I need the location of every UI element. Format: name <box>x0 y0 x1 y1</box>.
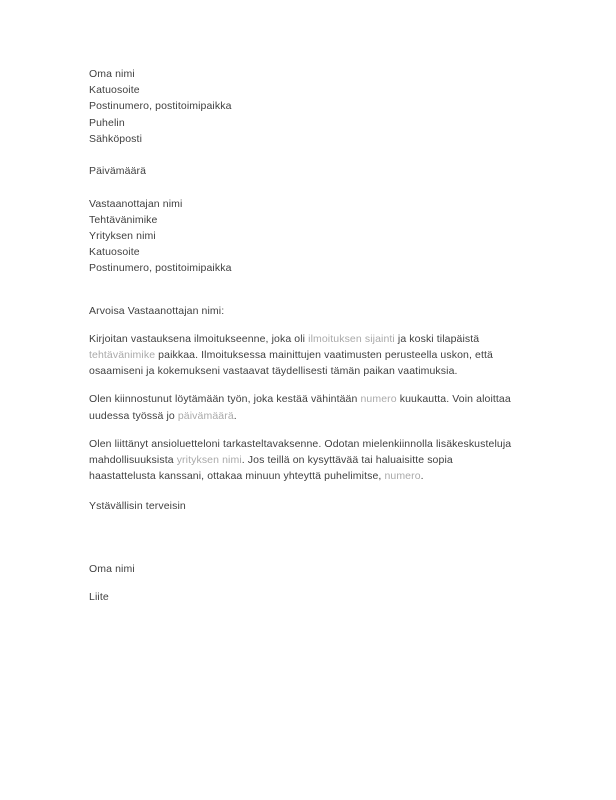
body-text-run: Olen kiinnostunut löytämään työn, joka kestää vähintään <box>89 393 361 406</box>
recipient-line-street: Katuosoite <box>89 246 140 259</box>
spacer-paragraph1-paragraph2 <box>89 379 513 391</box>
sender-line-postal: Postinumero, postitoimipaikka <box>89 100 232 113</box>
spacer-recipient-greeting <box>89 277 513 303</box>
body-paragraph-3 <box>89 436 513 485</box>
spacer-paragraph3-closing <box>89 484 513 498</box>
recipient-line-company: Yrityksen nimi <box>89 230 156 242</box>
body-text-run: . <box>233 409 237 422</box>
recipient-address-block <box>89 196 513 277</box>
recipient-line-name: Vastaanottajan nimi <box>89 197 183 210</box>
spacer-sender-date <box>89 147 513 163</box>
placeholder-field: tehtävänimike <box>89 349 156 362</box>
body-paragraph-2 <box>89 391 513 423</box>
sender-line-email: Sähköposti <box>89 132 143 145</box>
greeting-line <box>89 303 513 319</box>
enclosure-text: Liite <box>89 590 109 603</box>
letter-body <box>89 66 513 605</box>
closing-text: Ystävällisin terveisin <box>89 500 186 513</box>
spacer-closing-signature <box>89 515 513 561</box>
body-text-run: Kirjoitan vastauksena ilmoitukseenne, joka oli <box>89 332 309 345</box>
sender-address-block <box>89 66 513 147</box>
body-text-run: paikkaa. Ilmoituksessa mainittujen vaatimusten perusteella uskon, että osaamiseni ja kokemukseni vastaavat täydellisesti tämän paikan vaatimuksia. <box>89 349 493 378</box>
date-block <box>89 163 513 179</box>
closing-salutation <box>89 498 513 514</box>
date-placeholder: Päivämäärä <box>89 165 147 178</box>
placeholder-field: numero <box>360 393 397 406</box>
enclosure-block <box>89 589 513 605</box>
placeholder-field: ilmoituksen sijainti <box>308 332 395 345</box>
sender-line-street: Katuosoite <box>89 84 140 97</box>
body-paragraph-1 <box>89 331 513 380</box>
spacer-date-recipient <box>89 179 513 195</box>
spacer-signature-enclosure <box>89 577 513 589</box>
body-text-run: kuukautta. Voin aloittaa uudessa työssä jo <box>89 393 511 422</box>
placeholder-field: päivämäärä <box>177 409 234 422</box>
recipient-line-jobtitle: Tehtävänimike <box>89 213 158 226</box>
spacer-paragraph2-paragraph3 <box>89 424 513 436</box>
placeholder-field: yrityksen nimi <box>176 454 242 467</box>
body-text-run: ja koski tilapäistä <box>394 332 480 345</box>
signature-name-block <box>89 561 513 577</box>
placeholder-field: numero <box>384 470 421 483</box>
body-text-run: Olen liittänyt ansioluetteloni tarkasteltavaksenne. Odotan mielenkiinnolla lisäkeskusteluja mahdollisuuksista <box>89 437 512 467</box>
sender-line-name: Oma nimi <box>89 68 135 80</box>
body-text-run: . <box>420 470 424 483</box>
body-text-run: . Jos teillä on kysyttävää tai haluaisitte sopia haastattelusta kanssani, ottakaa minuun yhteyttä puhelimitse, <box>89 454 453 483</box>
signature-name-text: Oma nimi <box>89 562 135 575</box>
greeting-text: Arvoisa Vastaanottajan nimi: <box>89 304 225 317</box>
spacer-greeting-paragraph1 <box>89 319 513 331</box>
sender-line-phone: Puhelin <box>89 116 125 129</box>
recipient-line-postal: Postinumero, postitoimipaikka <box>89 262 232 275</box>
